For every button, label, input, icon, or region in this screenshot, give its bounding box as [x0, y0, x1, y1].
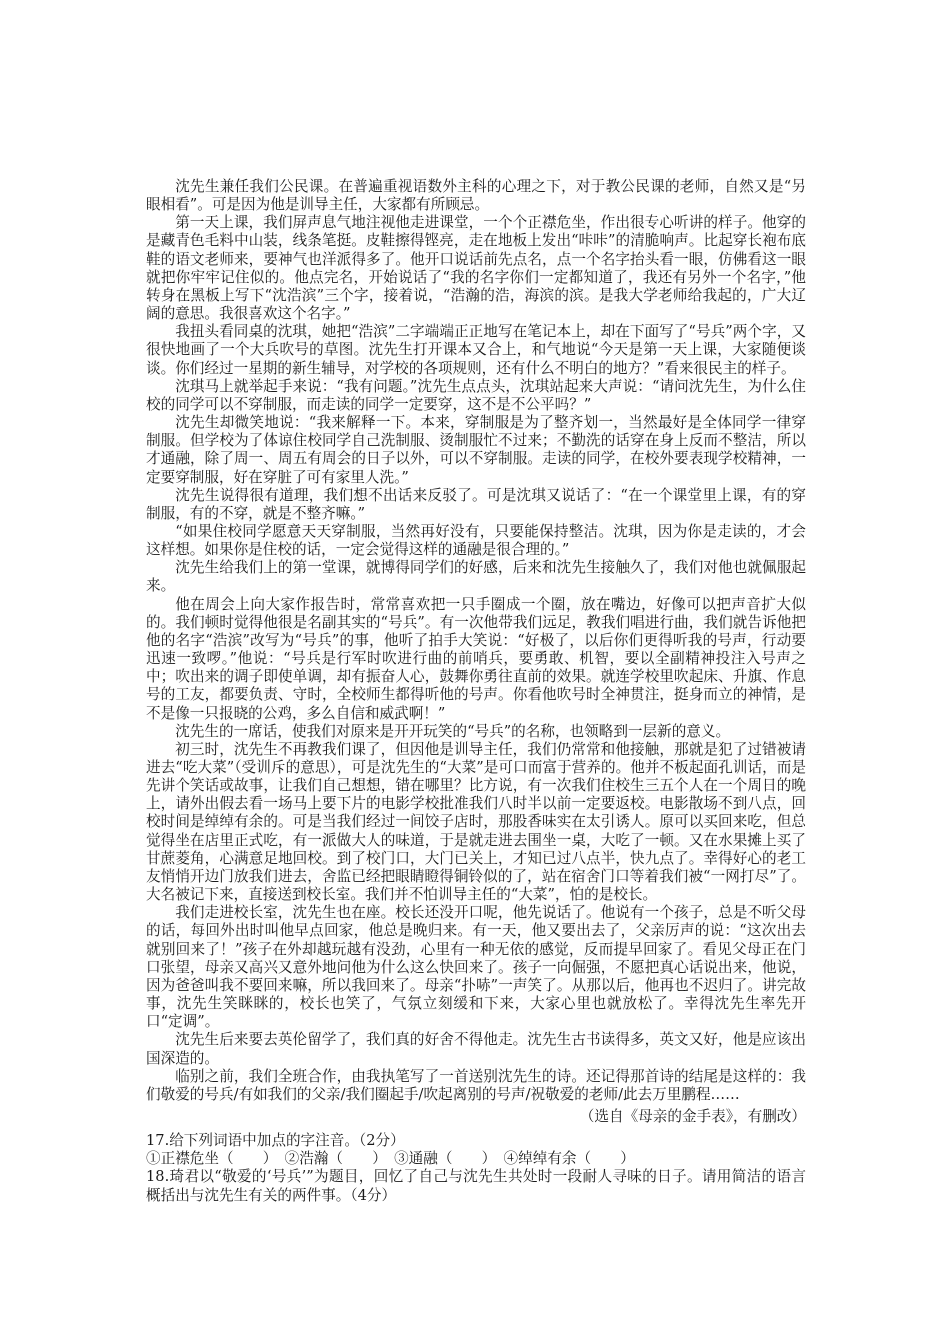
question-17-items: ①正襟危坐（ ） ②浩瀚（ ） ③通融（ ） ④绰绰有余（ ）: [146, 1150, 635, 1168]
paragraph: 沈先生却微笑地说：“我来解释一下。本来，穿制服是为了整齐划一，当然最好是全体同学一律穿制服。但学校为了体谅住校同学自己洗制服、烫制服忙不过来；不勤洗的话穿在身上反而不整洁，所以才通融，除了周一、周五有周会的日子以外，可以不穿制服。走读的同学，在校外要表现学校精神，一定要穿制服，好在穿脏了可有家里人洗。”: [146, 414, 806, 486]
paragraph: 我们走进校长室，沈先生也在座。校长还没开口呢，他先说话了。他说有一个孩子，总是不听父母的话，每回外出时叫他早点回家，他总是晚归来。有一天，他又要出去了，父亲厉声的说：“这次出去就别回来了！”孩子在外却越玩越有没劲，心里有一种无依的感觉，反而提早回家了。看见父母正在门口张望，母亲又高兴又意外地问他为什么这么快回来了。孩子一向倔强，不愿把真心话说出来，他说，因为爸爸叫我不要回来嘛，所以我回来了。母亲“扑哧”一声笑了。从那以后，他再也不迟归了。讲完故事，沈先生笑眯眯的，校长也笑了，气氛立刻缓和下来，大家心里也就放松了。幸得沈先生率先开口“定调”。: [146, 904, 806, 1031]
paragraph: 初三时，沈先生不再教我们课了，但因他是训导主任，我们仍常常和他接触，那就是犯了过错被请进去“吃大菜”（受训斥的意思），可是沈先生的“大菜”是可口而富于营养的。他并不板起面孔训话，而是先讲个笑话或故事，让我们自己想想，错在哪里？比方说，有一次我们住校生三五个人在一个周日的晚上，请外出假去看一场马上要下片的电影学校批准我们八时半以前一定要返校。电影散场不到八点，回校时间是绰绰有余的。可是当我们经过一间饺子店时，那股香味实在太引诱人。原可以买回来吃，但总觉得坐在店里正式吃，有一派做大人的味道，于是就走进去围坐一桌，大吃了一顿。又在水果摊上买了甘蔗菱角，心满意足地回校。到了校门口，大门已关上，才知已过八点半，快九点了。幸得好心的老工友悄悄开边门放我们进去，舍监已经把眼睛瞪得铜铃似的了，站在宿舍门口等着我们被“一网打尽”了。大名被记下来，直接送到校长室。我们并不怕训导主任的“大菜”，怕的是校长。: [146, 740, 806, 904]
question-18-title: 18.琦君以“敬爱的‘号兵’”为题目，回忆了自己与沈先生共处时一段耐人寻味的日子。请用简洁的语言概括出与沈先生有关的两件事。（4分）: [146, 1168, 806, 1204]
paragraph: 他在周会上向大家作报告时，常常喜欢把一只手圈成一个圈，放在嘴边，好像可以把声音扩大似的。我们顿时觉得他很是名副其实的“号兵”。有一次他带我们远足，教我们唱进行曲，我们就告诉他把他的名字“浩滨”改写为“号兵”的事，他听了拍手大笑说：“好极了，以后你们更得听我的号声，行动要迅速一致啰。”他说：“号兵是行军时吹进行曲的前哨兵，要勇敢、机智，要以全副精神投注入号声之中；吹出来的调子即使单调，却有振奋人心，鼓舞你勇往直前的效果。就连学校里吹起床、升旗、作息号的工友，都要负责、守时，全校师生都得听他的号声。你看他吹号时全神贯注，挺身而立的神情，是不是像一只报晓的公鸡，多么自信和威武啊！”: [146, 595, 806, 722]
paragraph: 沈先生说得很有道理，我们想不出话来反驳了。可是沈琪又说话了：“在一个课堂里上课，有的穿制服，有的不穿，就是不整齐嘛。”: [146, 486, 806, 522]
paragraph: 沈琪马上就举起手来说：“我有问题。”沈先生点点头，沈琪站起来大声说：“请问沈先生，为什么住校的同学可以不穿制服，而走读的同学一定要穿，这不是不公平吗？”: [146, 377, 806, 413]
questions-section: [146, 1132, 806, 1205]
article-body: [146, 178, 806, 1205]
paragraph: 沈先生兼任我们公民课。在普遍重视语数外主科的心理之下，对于教公民课的老师，自然又是“另眼相看”。可是因为他是训导主任，大家都有所顾忌。: [146, 178, 806, 214]
source-citation: （选自《母亲的金手表》，有删改）: [579, 1107, 806, 1125]
paragraph: 沈先生后来要去英伦留学了，我们真的好舍不得他走。沈先生古书读得多，英文又好，他是应该出国深造的。: [146, 1031, 806, 1067]
paragraph: 我扭头看同桌的沈琪，她把“浩滨”二字端端正正地写在笔记本上，却在下面写了“号兵”两个字，又很快地画了一个大兵吹号的草图。沈先生打开课本又合上，和气地说“今天是第一天上课，大家随便谈谈。你们经过一星期的新生辅导，对学校的各项规则，还有什么不明白的地方？”看来很民主的样子。: [146, 323, 806, 377]
paragraph: 第一天上课，我们屏声息气地注视他走进课堂，一个个正襟危坐，作出很专心听讲的样子。他穿的是藏青色毛料中山装，线条笔挺。皮鞋擦得铿亮，走在地板上发出“咔咔”的清脆响声。比起穿长袍布底鞋的语文老师来，要神气也洋派得多了。他开口说话前先点名，点一个名字抬头看一眼，仿佛看这一眼就把你牢牢记住似的。他点完名，开始说话了“我的名字你们一定都知道了，我还有另外一个名字，”他转身在黑板上写下“沈浩滨”三个字，接着说，“浩瀚的浩，海滨的滨。是我大学老师给我起的，广大辽阔的意思。我很喜欢这个名字。”: [146, 214, 806, 323]
paragraph: 沈先生的一席话，使我们对原来是开开玩笑的“号兵”的名称，也领略到一层新的意义。: [175, 722, 731, 740]
question-17-title: 17.给下列词语中加点的字注音。（2分）: [146, 1132, 405, 1150]
paragraph: “如果住校同学愿意天天穿制服，当然再好没有，只要能保持整洁。沈琪，因为你是走读的，才会这样想。如果你是住校的话，一定会觉得这样的通融是很合理的。”: [146, 522, 806, 559]
paragraph: 沈先生给我们上的第一堂课，就博得同学们的好感，后来和沈先生接触久了，我们对他也就佩服起来。: [146, 559, 806, 595]
paragraph: 临别之前，我们全班合作，由我执笔写了一首送别沈先生的诗。还记得那首诗的结尾是这样的：我们敬爱的号兵/有如我们的父亲/我们圈起手/吹起离别的号声/祝敬爱的老师/此去万里鹏程……: [146, 1067, 806, 1103]
